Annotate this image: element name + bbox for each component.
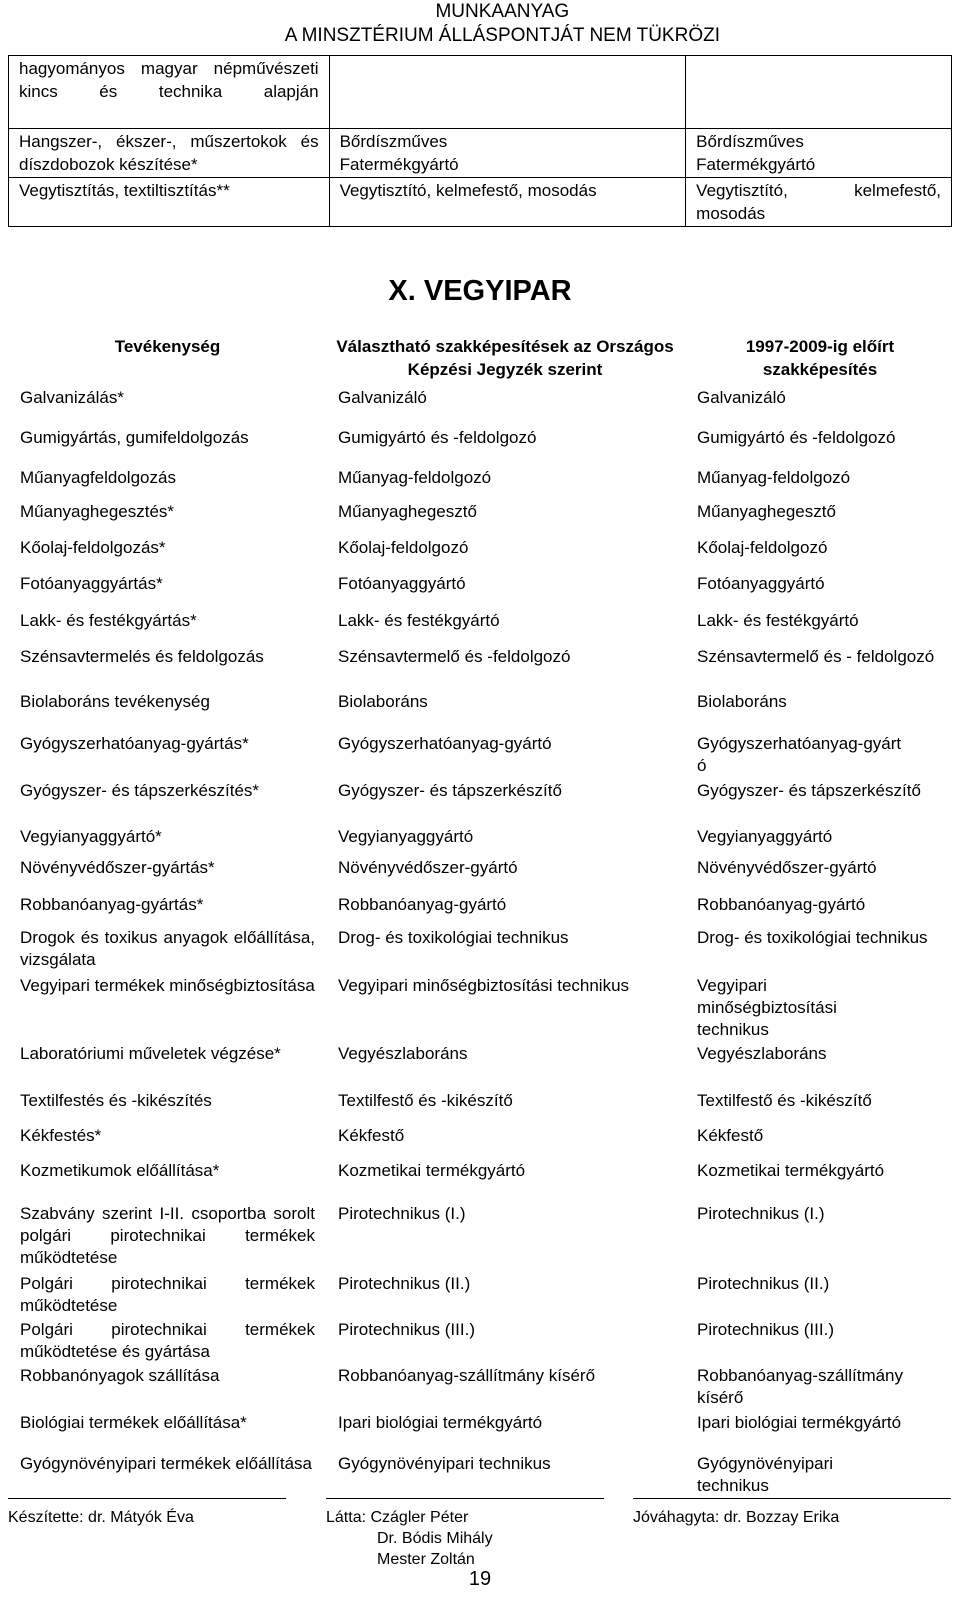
prescribed-cell: Vegyészlaboráns	[697, 1044, 827, 1063]
prescribed-cell: Gyógyszerhatóanyag-gyártó	[697, 734, 902, 775]
column-header-activity: Tevékenység	[114, 337, 221, 356]
table-cell	[9, 178, 330, 227]
table-cell	[686, 56, 952, 129]
qualification-cell: Növényvédőszer-gyártó	[338, 858, 518, 877]
prescribed-cell: Gyógyszer- és tápszerkészítő	[697, 781, 921, 800]
activity-cell: Kozmetikumok előállítása*	[20, 1161, 220, 1180]
footer-approved: Jóváhagyta: dr. Bozzay Erika	[633, 1509, 840, 1526]
qualification-cell: Gyógyszerhatóanyag-gyártó	[338, 734, 552, 753]
activity-cell: Vegyianyaggyártó*	[20, 827, 162, 846]
cell-text: Hangszer-, ékszer-, műszertokok és díszdobozok készítése*	[19, 132, 319, 174]
prescribed-cell: Vegyipari minőségbiztosítási technikus	[697, 976, 837, 1039]
activity-cell: Biolaboráns tevékenység	[20, 692, 210, 711]
footer-seen-1: Látta: Czágler Péter	[326, 1509, 469, 1526]
qualification-cell: Gumigyártó és -feldolgozó	[338, 428, 537, 447]
activity-cell: Szénsavtermelés és feldolgozás	[20, 647, 264, 666]
draft-header-line2: A MINSZTÉRIUM ÁLLÁSPONTJÁT NEM TÜKRÖZI	[284, 25, 720, 46]
activity-cell: Műanyagfeldolgozás	[20, 468, 176, 487]
table-cell	[329, 178, 686, 227]
table-cell	[9, 56, 330, 129]
activity-cell: Robbanónyagok szállítása	[20, 1366, 220, 1385]
cell-text: hagyományos magyar népművészeti kincs és technika alapján	[19, 59, 319, 101]
qualification-cell: Fotóanyaggyártó	[338, 574, 466, 593]
activity-cell: Gyógyszerhatóanyag-gyártás*	[20, 734, 249, 753]
qualification-cell: Kozmetikai termékgyártó	[338, 1161, 526, 1180]
cell-text: Vegytisztító, kelmefestő, mosodás	[339, 181, 597, 200]
qualification-cell: Kékfestő	[338, 1126, 405, 1145]
footer-seen-2: Dr. Bódis Mihály	[377, 1530, 493, 1547]
prescribed-cell: Textilfestő és -kikészítő	[697, 1091, 872, 1110]
prescribed-cell: Robbanóanyag-szállítmány kísérő	[697, 1366, 904, 1407]
prescribed-cell: Fotóanyaggyártó	[697, 574, 825, 593]
activity-cell: Lakk- és festékgyártás*	[20, 611, 197, 630]
cell-text: Vegytisztítás, textiltisztítás**	[19, 181, 230, 200]
activity-cell: Fotóanyaggyártás*	[20, 574, 163, 593]
qualification-cell: Drog- és toxikológiai technikus	[338, 928, 569, 947]
prescribed-cell: Kékfestő	[697, 1126, 764, 1145]
qualification-cell: Pirotechnikus (III.)	[338, 1320, 475, 1339]
continuation-table	[8, 55, 952, 227]
draft-header-line1: MUNKAANYAG	[435, 1, 570, 22]
footer-seen	[326, 1507, 516, 1570]
qualification-cell: Vegyészlaboráns	[338, 1044, 468, 1063]
qualification-cell: Műanyag-feldolgozó	[338, 468, 492, 487]
prescribed-cell: Kőolaj-feldolgozó	[697, 538, 828, 557]
activity-cell: Galvanizálás*	[20, 388, 124, 407]
qualification-cell: Robbanóanyag-gyártó	[338, 895, 507, 914]
prescribed-cell: Műanyag-feldolgozó	[697, 468, 851, 487]
prescribed-cell: Lakk- és festékgyártó	[697, 611, 859, 630]
prescribed-cell: Szénsavtermelő és - feldolgozó	[697, 647, 935, 666]
qualification-cell: Textilfestő és -kikészítő	[338, 1091, 513, 1110]
qualification-cell: Vegyipari minőségbiztosítási technikus	[338, 976, 630, 995]
qualification-cell: Galvanizáló	[338, 388, 427, 407]
cell-text: Vegytisztító, kelmefestő, mosodás	[696, 181, 941, 223]
table-row	[9, 129, 952, 178]
prescribed-cell: Növényvédőszer-gyártó	[697, 858, 877, 877]
prescribed-cell: Műanyaghegesztő	[697, 502, 836, 521]
prescribed-cell: Ipari biológiai termékgyártó	[697, 1413, 902, 1432]
table-cell	[686, 129, 952, 178]
prescribed-cell: Vegyianyaggyártó	[697, 827, 833, 846]
cell-text: Bőrdíszműves Fatermékgyártó	[696, 132, 816, 174]
table-cell	[686, 178, 952, 227]
table-row	[9, 178, 952, 227]
qualification-cell: Robbanóanyag-szállítmány kísérő	[338, 1366, 596, 1385]
prescribed-cell: Gumigyártó és -feldolgozó	[697, 428, 896, 447]
qualification-cell: Gyógyszer- és tápszerkészítő	[338, 781, 562, 800]
cell-text: Bőrdíszműves Fatermékgyártó	[339, 132, 459, 174]
column-header-prescribed: 1997-2009-ig előírt szakképesítés	[745, 337, 895, 379]
qualification-cell: Pirotechnikus (II.)	[338, 1274, 471, 1293]
activity-cell: Laboratóriumi műveletek végzése*	[20, 1044, 281, 1063]
qualification-cell: Lakk- és festékgyártó	[338, 611, 500, 630]
activity-cell: Polgári pirotechnikai termékek működtetése és gyártása	[20, 1320, 315, 1361]
signature-line-approved	[633, 1498, 951, 1499]
page-number: 19	[468, 1568, 492, 1590]
signature-line-seen	[326, 1498, 604, 1499]
prescribed-cell: Robbanóanyag-gyártó	[697, 895, 866, 914]
section-title: X. VEGYIPAR	[388, 275, 572, 307]
qualification-cell: Ipari biológiai termékgyártó	[338, 1413, 543, 1432]
prescribed-cell: Pirotechnikus (II.)	[697, 1274, 830, 1293]
table-cell	[329, 129, 686, 178]
activity-cell: Gumigyártás, gumifeldolgozás	[20, 428, 249, 447]
qualification-cell: Szénsavtermelő és -feldolgozó	[338, 647, 571, 666]
activity-cell: Növényvédőszer-gyártás*	[20, 858, 215, 877]
prescribed-cell: Biolaboráns	[697, 692, 787, 711]
prescribed-cell: Pirotechnikus (I.)	[697, 1204, 825, 1223]
activity-cell: Gyógyszer- és tápszerkészítés*	[20, 781, 260, 800]
activity-cell: Drogok és toxikus anyagok előállítása, vizsgálata	[20, 928, 315, 969]
table-cell	[329, 56, 686, 129]
activity-cell: Kékfestés*	[20, 1126, 102, 1145]
qualification-cell: Műanyaghegesztő	[338, 502, 477, 521]
footer-prepared: Készítette: dr. Mátyók Éva	[8, 1509, 194, 1526]
prescribed-cell: Kozmetikai termékgyártó	[697, 1161, 885, 1180]
activity-cell: Gyógynövényipari termékek előállítása	[20, 1454, 312, 1473]
qualification-cell: Kőolaj-feldolgozó	[338, 538, 469, 557]
footer-seen-3: Mester Zoltán	[377, 1551, 475, 1568]
activity-cell: Biológiai termékek előállítása*	[20, 1413, 247, 1432]
table-cell	[9, 129, 330, 178]
qualification-cell: Pirotechnikus (I.)	[338, 1204, 466, 1223]
activity-cell: Műanyaghegesztés*	[20, 502, 175, 521]
prescribed-cell: Galvanizáló	[697, 388, 786, 407]
qualification-cell: Biolaboráns	[338, 692, 428, 711]
prescribed-cell: Gyógynövényipari technikus	[697, 1454, 834, 1495]
activity-cell: Textilfestés és -kikészítés	[20, 1091, 212, 1110]
qualification-cell: Gyógynövényipari technikus	[338, 1454, 551, 1473]
activity-cell: Vegyipari termékek minőségbiztosítása	[20, 976, 315, 995]
table-row	[9, 56, 952, 129]
activity-cell: Robbanóanyag-gyártás*	[20, 895, 204, 914]
signature-line-prepared	[8, 1498, 286, 1499]
qualification-cell: Vegyianyaggyártó	[338, 827, 474, 846]
activity-cell: Kőolaj-feldolgozás*	[20, 538, 166, 557]
activity-cell: Szabvány szerint I-II. csoportba sorolt polgári pirotechnikai termékek működtetése	[20, 1204, 315, 1267]
column-header-qualifications: Választható szakképesítések az Országos Képzési Jegyzék szerint	[336, 337, 674, 379]
draft-header	[285, 0, 720, 48]
activity-cell: Polgári pirotechnikai termékek működtetése	[20, 1274, 315, 1315]
prescribed-cell: Pirotechnikus (III.)	[697, 1320, 834, 1339]
prescribed-cell: Drog- és toxikológiai technikus	[697, 928, 928, 947]
